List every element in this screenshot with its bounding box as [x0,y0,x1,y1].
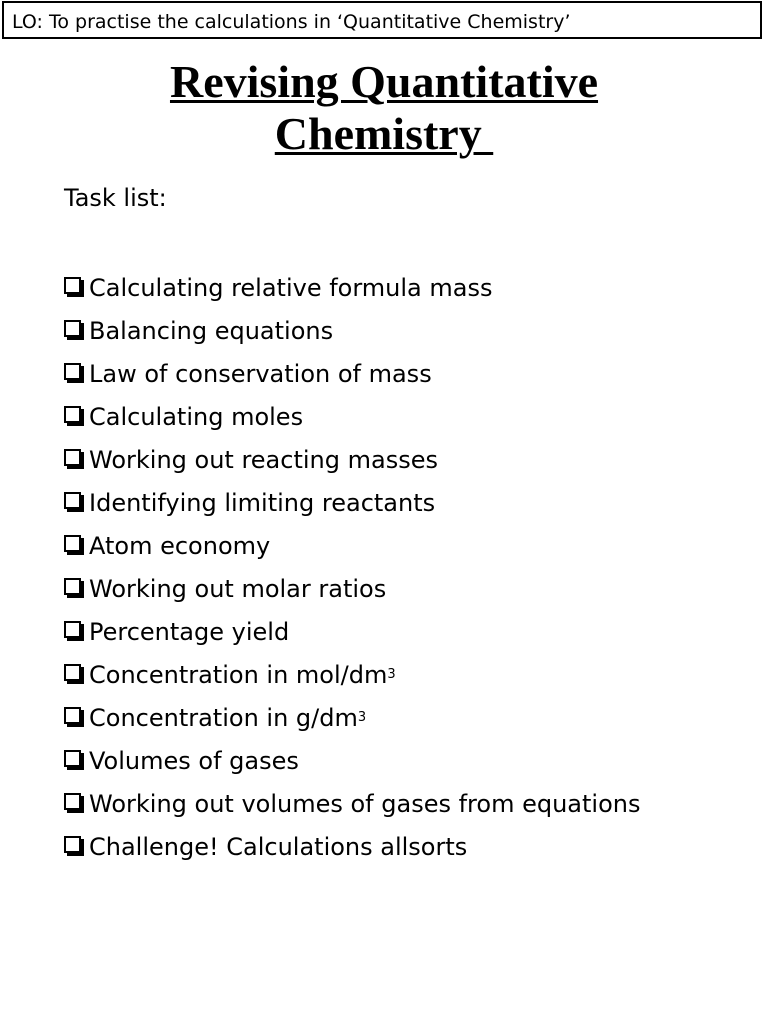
task-list [64,266,640,868]
task-text: Balancing equations [89,316,334,345]
checkbox-icon[interactable] [64,750,81,767]
task-item [64,610,640,653]
task-text: Volumes of gases [89,746,299,775]
title-line-1: Revising Quantitative [169,56,599,107]
task-text: Working out molar ratios [89,574,387,603]
task-item [64,524,640,567]
task-item [64,567,640,610]
task-item [64,266,640,309]
task-text: Identifying limiting reactants [89,488,436,517]
checkbox-icon[interactable] [64,836,81,853]
checkbox-icon[interactable] [64,449,81,466]
checkbox-icon[interactable] [64,664,81,681]
task-item [64,352,640,395]
task-item [64,739,640,782]
task-item [64,309,640,352]
checkbox-icon[interactable] [64,621,81,638]
task-item [64,438,640,481]
task-text: Challenge! Calculations allsorts [89,832,468,861]
task-text: Working out volumes of gases from equations [89,789,641,818]
task-text: Law of conservation of mass [89,359,432,388]
learning-objective-text: LO: To practise the calculations in ‘Quantitative Chemistry’ [12,11,571,33]
checkbox-icon[interactable] [64,707,81,724]
checkbox-icon[interactable] [64,406,81,423]
task-list-label: Task list: [64,184,167,212]
task-text: Concentration in mol/dm [89,660,388,689]
checkbox-icon[interactable] [64,277,81,294]
task-text: Working out reacting masses [89,445,438,474]
checkbox-icon[interactable] [64,535,81,552]
task-item: Concentration in g/dm 3 [64,696,640,739]
task-text: Atom economy [89,531,271,560]
checkbox-icon[interactable] [64,578,81,595]
task-item [64,782,640,825]
task-item: Concentration in mol/dm 3 [64,653,640,696]
page-title [0,56,768,160]
task-text: Calculating relative formula mass [89,273,493,302]
checkbox-icon[interactable] [64,492,81,509]
learning-objective-box [2,1,762,39]
task-text: Percentage yield [89,617,290,646]
checkbox-icon[interactable] [64,320,81,337]
checkbox-icon[interactable] [64,793,81,810]
title-line-2: Chemistry [274,108,494,159]
checkbox-icon[interactable] [64,363,81,380]
task-text: Calculating moles [89,402,304,431]
task-item [64,395,640,438]
task-item [64,825,640,868]
task-item [64,481,640,524]
task-text: Concentration in g/dm [89,703,358,732]
